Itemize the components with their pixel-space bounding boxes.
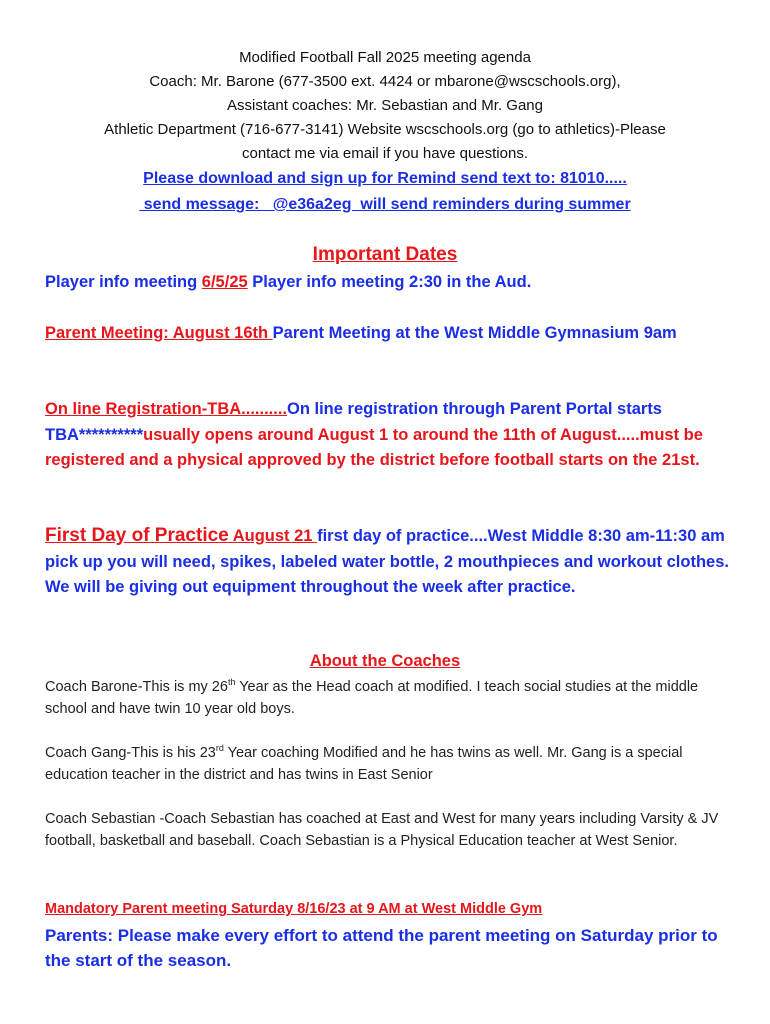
header-block (40, 46, 730, 166)
barone-bio-superscript: th (227, 677, 236, 688)
header-assistant-coaches: Assistant coaches: Mr. Sebastian and Mr. Gang (227, 97, 543, 114)
parents-attendance-note: Parents: Please make every effort to attend the parent meeting on Saturday prior to the start of the season. (45, 926, 718, 970)
first-practice-rest: first day of practice....West Middle 8:30 am-11:30 am pick up you will need, spikes, labeled water bottle, 2 mouthpieces and workout clothes. We will be giving out equipment throughout the week after practice. (45, 527, 729, 596)
coach-sebastian-bio: Coach Sebastian -Coach Sebastian has coached at East and West for many years including Varsity & JV football, basketball and baseball. Coach Sebastian is a Physical Education teacher at West Senior. (45, 811, 719, 849)
first-practice-label: First Day of Practice (45, 525, 229, 546)
gang-bio-superscript: rd (215, 743, 224, 754)
player-info-lead: Player info meeting (45, 273, 202, 291)
remind-line-1: Please download and sign up for Remind send text to: 81010..... (143, 170, 627, 187)
registration-red-text: usually opens around August 1 to around the 11th of August.....must be registered and a physical approved by the district before football starts on the 21st. (45, 425, 703, 469)
header-title: Modified Football Fall 2025 meeting agenda (239, 49, 531, 66)
important-dates-title: Important Dates (312, 244, 458, 265)
registration-label: On line Registration-TBA.......... (45, 400, 288, 418)
mandatory-meeting-notice: Mandatory Parent meeting Saturday 8/16/23 at 9 AM at West Middle Gym (45, 901, 543, 917)
header-coach-contact: Coach: Mr. Barone (677-3500 ext. 4424 or mbarone@wscschools.org), (149, 73, 621, 90)
gang-bio-end: Year coaching Modified and he has twins as well. Mr. Gang is a special education teacher in the district and has twins in East Senior (45, 745, 683, 783)
parent-meeting-rest: Parent Meeting at the West Middle Gymnasium 9am (272, 324, 677, 342)
header-contact-note: contact me via email if you have questions. (242, 145, 528, 162)
header-athletic-department: Athletic Department (716-677-3141) Website wscschools.org (go to athletics)-Please (104, 121, 666, 138)
parent-meeting-label: Parent Meeting: August 16th (45, 324, 273, 342)
registration-paragraph (45, 397, 735, 474)
about-coaches-title: About the Coaches (309, 652, 461, 670)
remind-line-2: send message: @e36a2eg will send reminders during summer (139, 196, 631, 213)
first-practice-paragraph (45, 523, 735, 601)
player-info-rest: Player info meeting 2:30 in the Aud. (247, 273, 532, 291)
coach-barone-bio (45, 676, 735, 720)
parent-meeting-paragraph (45, 321, 735, 347)
player-info-date: 6/5/25 (201, 273, 248, 291)
gang-bio-start: Coach Gang-This is his 23 (45, 745, 216, 761)
barone-bio-end: Year as the Head coach at modified. I teach social studies at the middle school and have twin 10 year old boys. (45, 679, 699, 717)
barone-bio-start: Coach Barone-This is my 26 (45, 679, 228, 695)
coach-gang-bio (45, 742, 735, 786)
first-practice-date: August 21 (228, 527, 318, 545)
remind-block (40, 166, 730, 218)
player-info-paragraph (45, 270, 735, 296)
registration-blue-text: On line registration through Parent Portal starts TBA********** (45, 400, 662, 444)
